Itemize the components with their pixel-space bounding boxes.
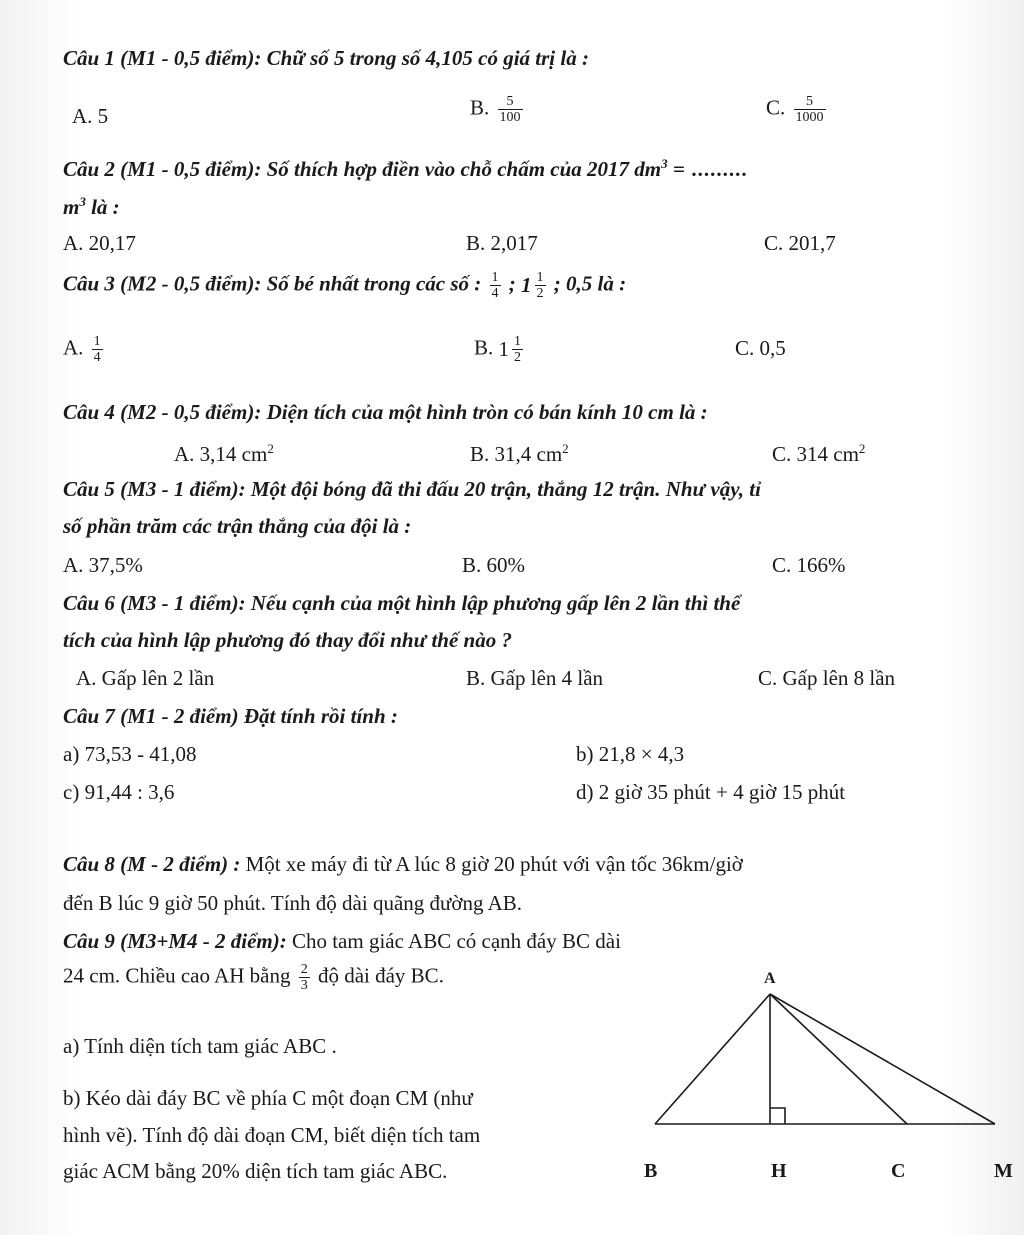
question-3 (63, 270, 626, 302)
question-2-unit: m (63, 195, 80, 219)
q7-part-b: b) 21,8 × 4,3 (576, 742, 685, 766)
q4-option-c-text: C. 314 cm (772, 442, 859, 466)
q4-option-a (174, 441, 274, 467)
question-6 (63, 591, 740, 616)
q3-option-a (63, 334, 106, 366)
segment-ac (770, 994, 907, 1124)
question-5-line2: số phần trăm các trận thắng của đội là : (63, 514, 412, 538)
question-5-text: Một đội bóng đã thi đấu 20 trận, thắng 12 trận. Như vậy, tỉ (250, 477, 761, 501)
fraction-denominator: 100 (499, 110, 521, 126)
fraction-numerator: 1 (514, 334, 522, 349)
question-1-text: Chữ số 5 trong số 4,105 có giá trị là : (266, 46, 589, 70)
question-3-separator: ; (508, 271, 516, 296)
question-3-head: Câu 3 (M2 - 0,5 điểm): (63, 271, 262, 296)
question-2-blank: = ......... (672, 157, 749, 181)
question-4 (63, 400, 708, 425)
q6-option-b: B. Gấp lên 4 lần (466, 666, 604, 690)
fraction-denominator: 4 (93, 350, 101, 366)
q1-option-a: A. 5 (72, 104, 109, 128)
question-1-head: Câu 1 (M1 - 0,5 điểm): (63, 46, 262, 70)
question-6-text: Nếu cạnh của một hình lập phương gấp lên 2 lần thì thể (250, 591, 741, 615)
question-9-fraction (299, 962, 310, 994)
q1-option-b (470, 94, 526, 126)
question-9-part-a: a) Tính diện tích tam giác ABC . (63, 1034, 337, 1058)
q4-option-a-text: A. 3,14 cm (174, 442, 268, 466)
question-3-tail: ; 0,5 là : (553, 271, 627, 296)
question-3-fraction-1 (490, 270, 501, 302)
q3-option-b (474, 334, 526, 366)
question-4-text: Diện tích của một hình tròn có bán kính 10 cm là : (266, 400, 708, 424)
q2-option-b: B. 2,017 (466, 231, 538, 255)
q6-option-a: A. Gấp lên 2 lần (76, 666, 215, 690)
q2-option-c: C. 201,7 (764, 231, 836, 255)
q5-option-b: B. 60% (462, 553, 525, 577)
fraction-numerator: 5 (506, 94, 514, 109)
fraction-numerator: 1 (93, 334, 101, 349)
question-2-exponent: 3 (661, 156, 668, 171)
fraction-numerator: 1 (491, 270, 499, 285)
question-2-unit-exponent: 3 (79, 194, 86, 209)
question-9-text: Cho tam giác ABC có cạnh đáy BC dài (286, 929, 621, 953)
question-9-head: Câu 9 (M3+M4 - 2 điểm): (63, 929, 287, 953)
question-5 (63, 477, 761, 502)
question-2-head: Câu 2 (M1 - 0,5 điểm): (63, 157, 262, 181)
question-9-line2-pre: 24 cm. Chiều cao AH bằng (63, 963, 291, 988)
label-c: C (891, 1160, 906, 1182)
question-8-head: Câu 8 (M - 2 điểm) : (63, 852, 241, 876)
fraction-denominator: 1000 (795, 110, 824, 126)
question-9-part-b-line2: hình vẽ). Tính độ dài đoạn CM, biết diện tích tam (63, 1123, 481, 1147)
fraction-denominator: 3 (300, 978, 308, 994)
label-b: B (644, 1160, 658, 1182)
right-angle-mark (770, 1108, 785, 1124)
q5-option-c: C. 166% (772, 553, 846, 577)
fraction-denominator: 4 (491, 286, 499, 302)
q4-option-b-exponent: 2 (562, 441, 569, 456)
segment-am (770, 994, 995, 1124)
q4-option-c (772, 441, 865, 467)
question-8-text: Một xe máy đi từ A lúc 8 giờ 20 phút với vận tốc 36km/giờ (240, 852, 743, 876)
q3-option-b-prefix: B. (474, 335, 494, 360)
q3-option-b-mixed (499, 334, 527, 366)
mixed-fraction (512, 334, 523, 366)
q1-option-c-fraction (794, 94, 826, 126)
q3-option-a-fraction (92, 334, 103, 366)
mixed-whole: 1 (498, 337, 510, 362)
q4-option-c-exponent: 2 (858, 441, 866, 456)
q1-option-b-prefix: B. (470, 95, 490, 120)
q3-option-c: C. 0,5 (735, 336, 786, 360)
fraction-numerator: 5 (806, 94, 814, 109)
q6-option-c: C. Gấp lên 8 lần (758, 666, 896, 690)
q2-option-a: A. 20,17 (63, 231, 136, 255)
q7-part-c: c) 91,44 : 3,6 (63, 780, 175, 804)
mixed-whole: 1 (521, 273, 532, 298)
q1-option-c (766, 94, 829, 126)
label-h: H (771, 1160, 787, 1182)
question-2-line2 (63, 194, 120, 220)
fraction-denominator: 2 (536, 286, 544, 302)
question-1 (63, 46, 589, 71)
q4-option-b-text: B. 31,4 cm (470, 442, 563, 466)
question-9-part-b-line1: b) Kéo dài đáy BC về phía C một đoạn CM (như (63, 1086, 473, 1110)
q4-option-b (470, 441, 569, 467)
fraction-numerator: 1 (536, 270, 544, 285)
label-a: A (764, 970, 776, 987)
fraction-denominator: 2 (514, 350, 522, 366)
q4-option-a-exponent: 2 (267, 441, 274, 456)
question-3-text: Số bé nhất trong các số : (266, 271, 482, 296)
question-9-line2 (63, 962, 444, 994)
question-9 (63, 929, 621, 954)
q5-option-a: A. 37,5% (63, 553, 143, 577)
question-4-head: Câu 4 (M2 - 0,5 điểm): (63, 400, 262, 424)
question-2 (63, 156, 748, 182)
q3-option-a-prefix: A. (63, 335, 84, 360)
question-6-head: Câu 6 (M3 - 1 điểm): (63, 591, 246, 615)
q1-option-b-fraction (498, 94, 523, 126)
question-8-line2: đến B lúc 9 giờ 50 phút. Tính độ dài quãng đường AB. (63, 891, 523, 915)
question-9-part-b-line3: giác ACM bằng 20% diện tích tam giác ABC. (63, 1159, 448, 1183)
question-8 (63, 852, 743, 877)
label-m: M (994, 1160, 1013, 1182)
fraction-numerator: 2 (300, 962, 308, 977)
question-3-mixed-number (521, 270, 549, 302)
q1-option-c-prefix: C. (766, 95, 786, 120)
segment-ab (655, 994, 770, 1124)
question-9-line2-post: độ dài đáy BC. (317, 963, 444, 988)
question-2-tail: là : (91, 195, 120, 219)
question-6-line2: tích của hình lập phương đó thay đổi như thế nào ? (63, 628, 512, 652)
mixed-fraction (535, 270, 546, 302)
question-5-head: Câu 5 (M3 - 1 điểm): (63, 477, 246, 501)
question-2-text: Số thích hợp điền vào chỗ chấm của 2017 dm (266, 157, 662, 181)
question-7-head: Câu 7 (M1 - 2 điểm) Đặt tính rồi tính : (63, 704, 398, 728)
q7-part-d: d) 2 giờ 35 phút + 4 giờ 15 phút (576, 780, 846, 804)
q7-part-a: a) 73,53 - 41,08 (63, 742, 197, 766)
